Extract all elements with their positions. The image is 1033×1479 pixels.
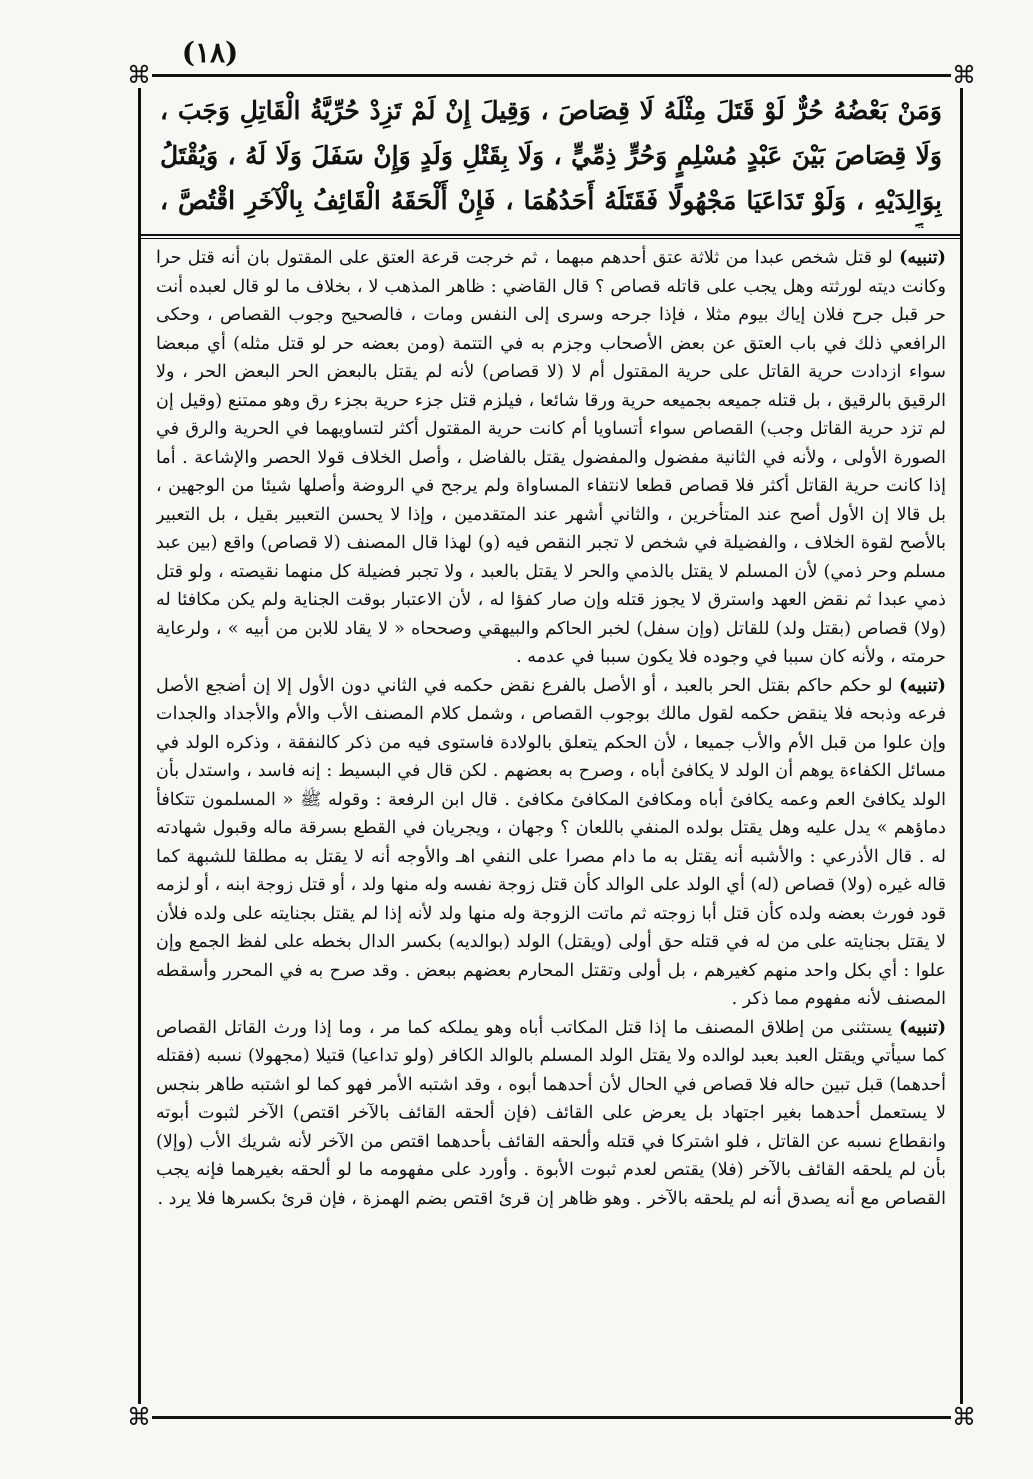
tanbih-label: (تنبيه) <box>899 247 946 268</box>
paragraph-text: يستثنى من إطلاق المصنف ما إذا قتل المكاتب أباه وهو يملكه كما مر ، وما إذا ورث القاتل القصاص كما سيأتي ويقتل العبد بعبد لوالده ولا يقتل الولد المسلم بالوالد الكافر (ولو تداعيا) قتيلا (مجهولا) نسبه (فقتله أحدهما) قبل تبين حاله فلا قصاص في الحال لأن أحدهما أبوه ، وقد اشتبه الأمر فهو كما لو اشتبه طاهر بنجس لا يستعمل أحدهما بغير اجتهاد بل يعرض على القائف (فإن ألحقه القائف بالآخر اقتص) الآخر لثبوت أبوته وانقطاع نسبه عن القاتل ، فلو اشتركا في قتله وألحقه القائف بأحدهما اقتص من الآخر لأنه شريك الأب (وإلا) بأن لم يلحقه القائف بالآخر (فلا) يقتص لعدم ثبوت الأبوة . وأورد على مفهومه ما لو ألحقه بغيرهما فإنه يجب القصاص مع أنه يصدق أنه لم يلحقه بالآخر . وهو ظاهر إن قرئ اقتص بضم الهمزة ، فإن قرئ بكسرها فلا يرد . <box>156 1017 946 1209</box>
corner-ornament-icon: ⌘ <box>952 1403 976 1431</box>
top-rule <box>138 74 963 77</box>
commentary-paragraph <box>156 672 946 1014</box>
corner-ornament-icon: ⌘ <box>952 61 976 89</box>
tanbih-label: (تنبيه) <box>899 674 946 696</box>
separator-rule-thin <box>138 238 963 239</box>
commentary-paragraph <box>156 244 946 672</box>
commentary-paragraph <box>156 1014 946 1214</box>
corner-ornament-icon: ⌘ <box>127 61 151 89</box>
paragraph-text: لو قتل شخص عبدا من ثلاثة عتق أحدهم مبهما ، ثم خرجت قرعة العتق على المقتول بان أنه قتل حرا وكانت ديته لورثته وهل يجب على قاتله قصاص ؟ قال القاضي : ظاهر المذهب لا ، بخلاف ما لو قال لعبده أنت حر قبل جرح فلان إياك بيوم مثلا ، فإذا جرحه وسرى إلى النفس ومات ، فالصحيح وجوب القصاص ، وحكى الرافعي ذلك في باب العتق عن بعض الأصحاب وجزم به في التتمة (ومن بعضه حر لو قتل مثله) أي مبعضا سواء ازدادت حرية القاتل على حرية المقتول أم لا (لا قصاص) لأنه لم يقتل بالبعض الحر البعض الحر ، ولا الرقيق بالرقيق ، بل قتله جميعه بجميعه حرية ورقا شائعا ، فيلزم قتل جزء حرية بجزء رق وهو ممتنع (وقيل إن لم تزد حرية القاتل وجب) القصاص سواء أتساويا أم كانت حرية المقتول أكثر لتساويهما في الحرية والرق في الصورة الأولى ، ولأنه في الثانية مفضول والمفضول يقتل بالفاضل ، وأصل الخلاف قولا الحصر والإشاعة . أما إذا كانت حرية القاتل أكثر فلا قصاص قطعا لانتفاء المساواة ولم يرجح في الروضة وأصلها شيئا من الوجهين ، بل قالا إن الأول أصح عند المتأخرين ، والثاني أشهر عند المتقدمين ، وإذا لا يحسن التعبير بقيل ، بل التعبير بالأصح لقوة الخلاف ، والفضيلة في شخص لا تجبر النقص فيه (و) لهذا قال المصنف (لا قصاص) واقع (بين عبد مسلم وحر ذمي) لأن المسلم لا يقتل بالذمي والحر لا يقتل بالعبد ، ولا تجبر فضيلة كل منهما نقيصته ، ولو قتل ذمي عبدا ثم نقض العهد واسترق لا يجوز قتله وإن صار كفؤا له ، لأن الاعتبار بوقت الجناية ولم يكن مكافئا له (ولا) قصاص (بقتل ولد) للقاتل (وإن سفل) لخبر الحاكم والبيهقي وصححاه « لا يقاد للابن من أبيه » ، ولرعاية حرمته ، ولأنه كان سببا في وجوده فلا يكون سببا في عدمه . <box>156 248 946 667</box>
bottom-rule <box>138 1416 963 1419</box>
commentary <box>156 244 946 1410</box>
corner-ornament-icon: ⌘ <box>127 1403 151 1431</box>
page-number: (١٨) <box>181 36 239 69</box>
tanbih-label: (تنبيه) <box>899 1016 946 1038</box>
main-text: وَمَنْ بَعْضُهُ حُرٌّ لَوْ قَتَلَ مِثْلَهُ لَا قِصَاصَ ، وَقِيلَ إِنْ لَمْ تَزِدْ حُرِّيَّةُ الْقَاتِلِ وَجَبَ ، وَلَا قِصَاصَ بَيْنَ عَبْدٍ مُسْلِمٍ وَحُرٍّ ذِمِّيٍّ ، وَلَا بِقَتْلِ وَلَدٍ وَإِنْ سَفَلَ وَلَا لَهُ ، وَيُقْتَلُ بِوَالِدَيْهِ ، وَلَوْ تَدَاعَيَا مَجْهُولًا فَقَتَلَهُ أَحَدُهُمَا ، فَإِنْ أَلْحَقَهُ الْقَائِفُ بِالْآخَرِ اقْتُصَّ ، <box>160 96 942 215</box>
paragraph-text: لو حكم حاكم بقتل الحر بالعبد ، أو الأصل بالفرع نقض حكمه في الثاني دون الأول إلا إن أضجع الأصل فرعه وذبحه فلا ينقض حكمه لقول مالك بوجوب القصاص ، وشمل كلام المصنف الأب والأم والأجداد والجدات وإن علوا من قبل الأم والأب جميعا ، لأن الحكم يتعلق بالولادة فاستوى فيه من ذكر كالنفقة ، وذكره الولد في مسائل الكفاءة يوهم أن الولد لا يكافئ أباه ، وصرح به بعضهم . لكن قال في البسيط : إنه فاسد ، واستدل بأن الولد يكافئ العم وعمه يكافئ أباه ومكافئ المكافئ مكافئ . قال ابن الرفعة : وقوله ﷺ « المسلمون تتكافأ دماؤهم » يدل عليه وهل يقتل بولده المنفي باللعان ؟ وجهان ، ويجريان في القطع بسرقة ماله وقبول شهادته له . قال الأذرعي : والأشبه أنه يقتل به ما دام مصرا على النفي اهـ والأوجه أنه لا يقتل به مطلقا للشبهة كما قاله غيره (ولا) قصاص (له) أي الولد على الوالد كأن قتل زوجة نفسه وله منها ولد ، أو قتل زوجة ابنه ، أو لزمه قود فورث بعضه ولده كأن قتل أبا زوجته ثم ماتت الزوجة وله منها ولد لأنه إذا لم يقتل بجنايته على ولده فلأن لا يقتل بجنايته على من له في قتله حق أولى (ويقتل) الولد (بوالديه) بكسر الدال بخطه على لفظ الجمع وإن علوا : أي بكل واحد منهم كغيرهم ، بل أولى وتقتل المحارم بعضهم ببعض . وقد صرح به في المحرر وأسقطه المصنف لأنه مفهوم مما ذكر . <box>156 675 946 1009</box>
separator-rule <box>138 234 963 236</box>
